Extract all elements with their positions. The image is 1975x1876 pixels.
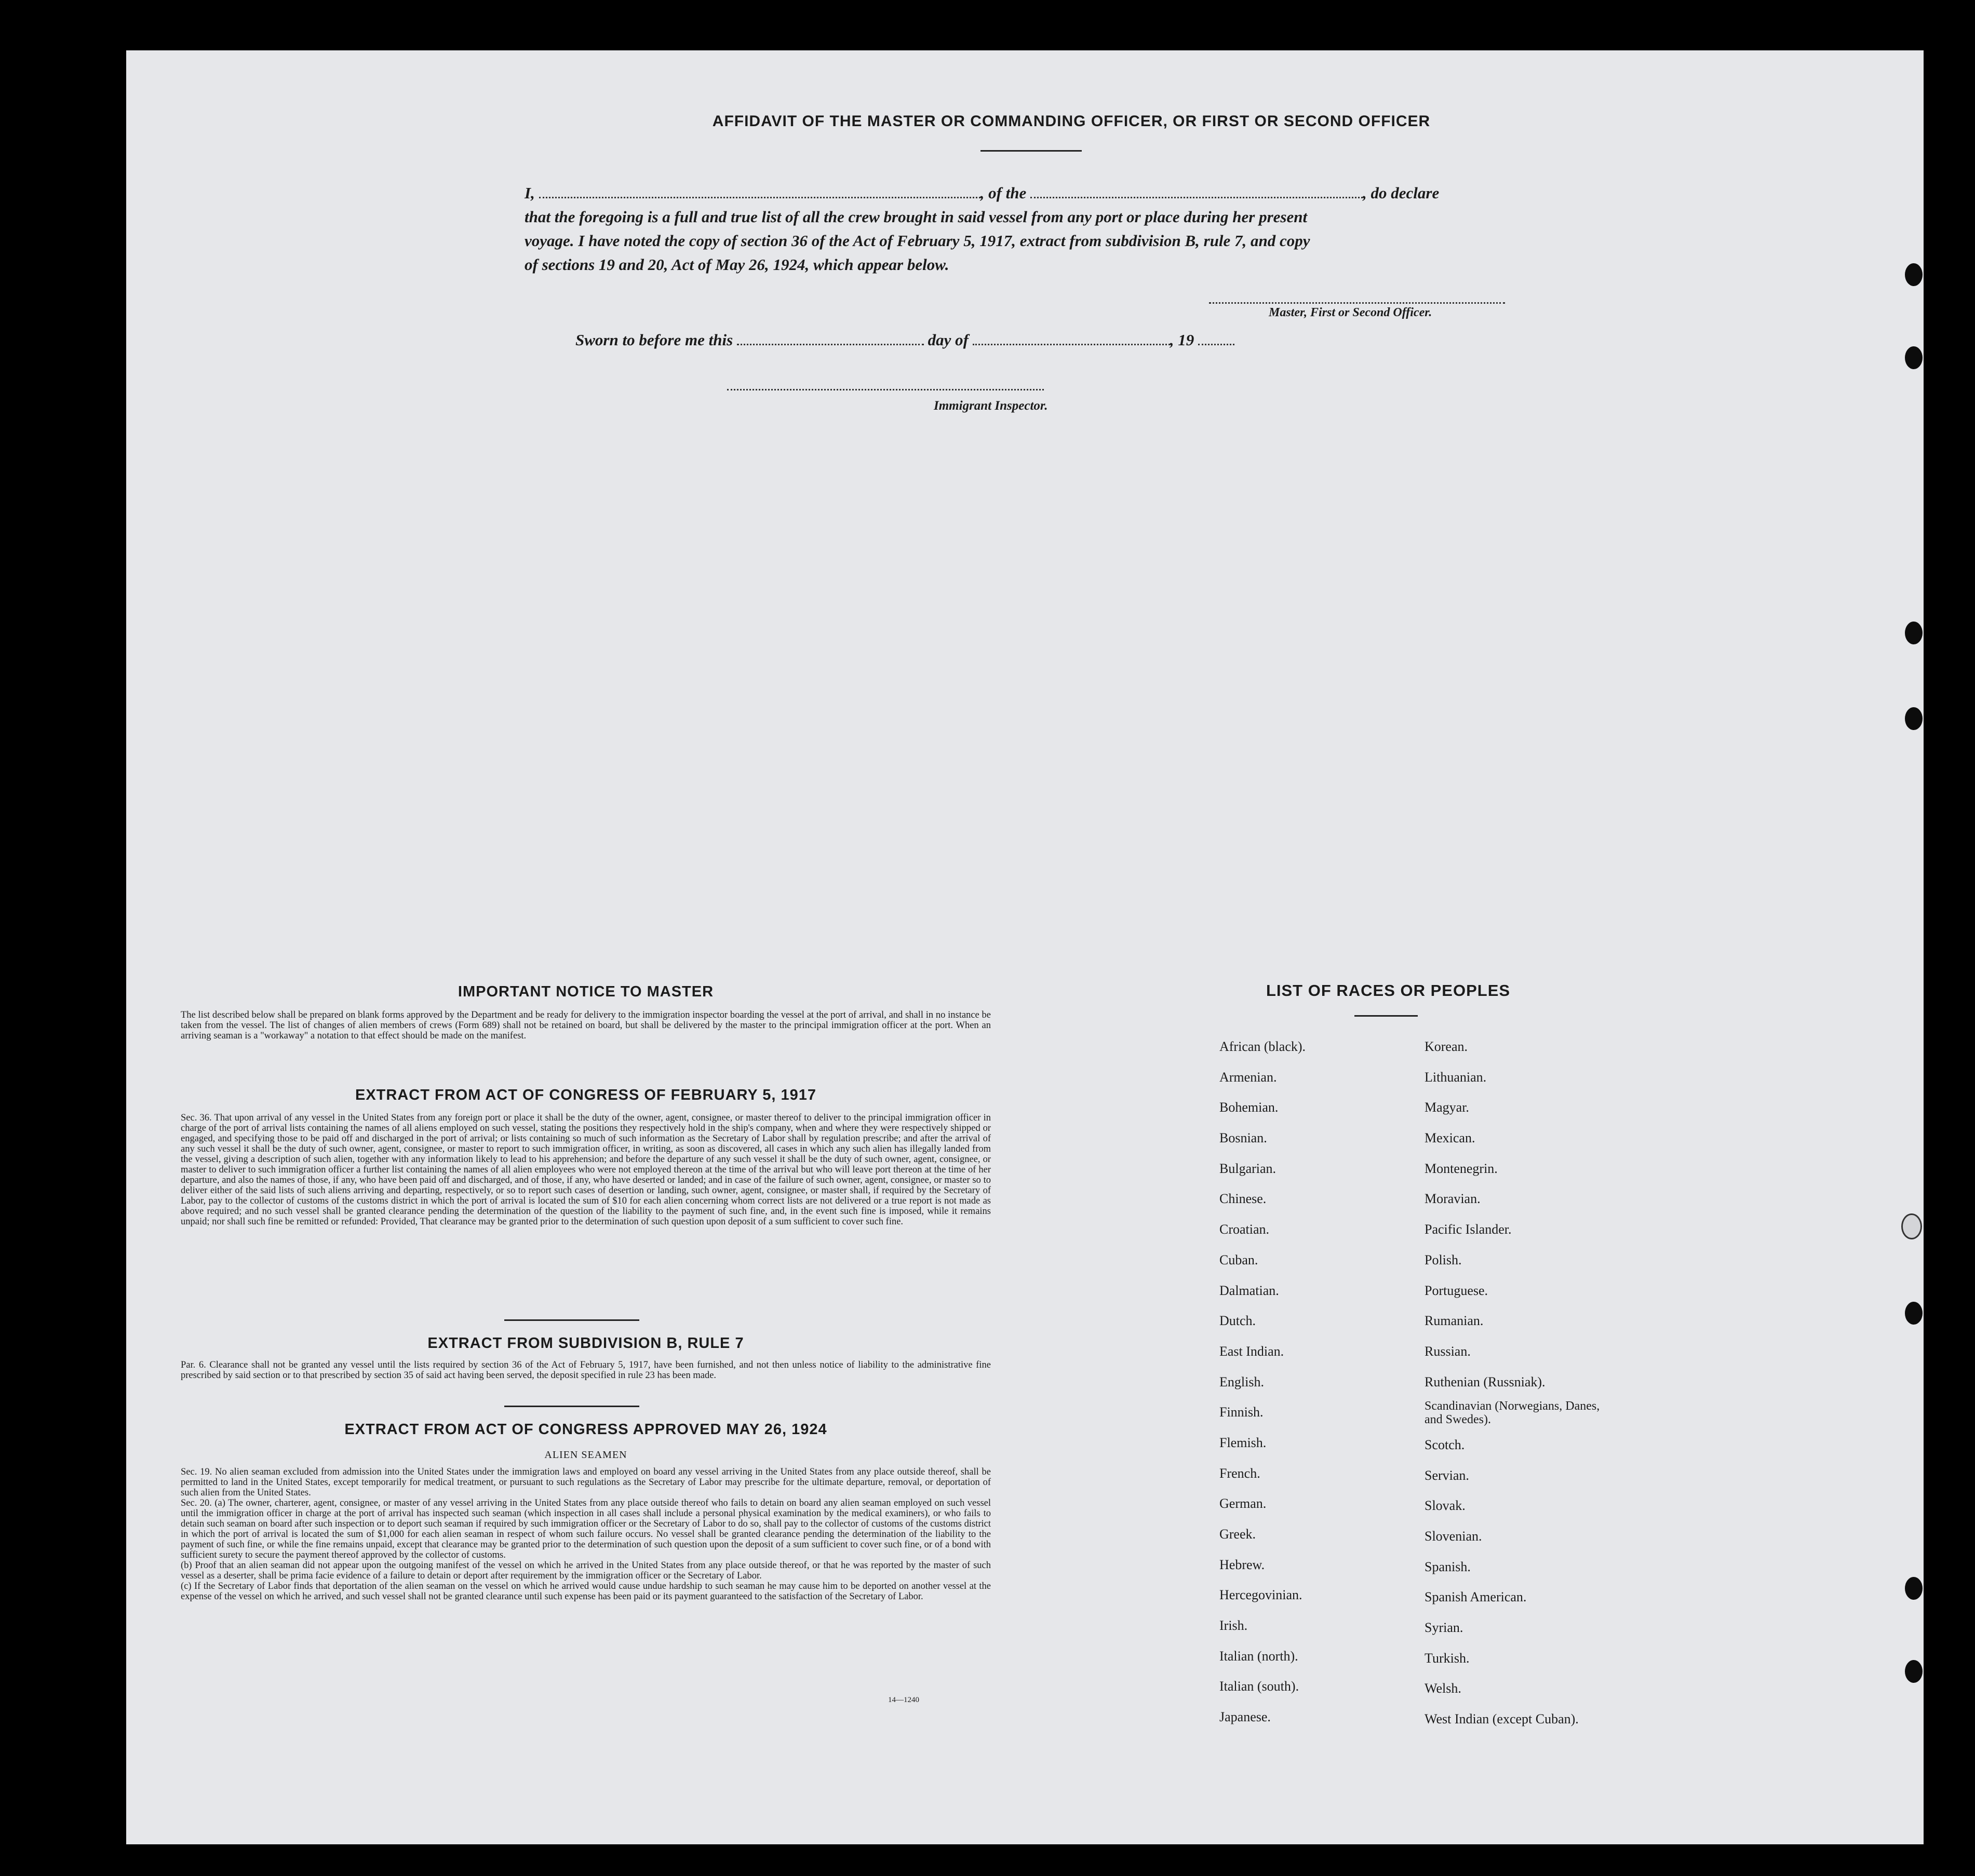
document-sheet [126, 50, 1924, 1844]
punch-hole [1905, 622, 1923, 644]
race-item: Croatian. [1219, 1222, 1270, 1237]
race-item: West Indian (except Cuban). [1425, 1711, 1579, 1727]
race-item: English. [1219, 1374, 1264, 1389]
race-item: German. [1219, 1496, 1267, 1511]
affidavit-line-4: of sections 19 and 20, Act of May 26, 1924, which appear below. [525, 255, 949, 274]
race-item: Syrian. [1425, 1620, 1463, 1636]
race-item: Rumanian. [1425, 1313, 1484, 1329]
race-item: Turkish. [1425, 1650, 1470, 1666]
race-item: Hebrew. [1219, 1557, 1265, 1572]
affidavit-body [525, 181, 1667, 277]
section-divider [504, 1319, 639, 1321]
year-label: , 19 [1170, 331, 1194, 349]
race-item: Welsh. [1425, 1681, 1461, 1696]
sworn-line [575, 328, 1458, 352]
race-item: Magyar. [1425, 1100, 1469, 1115]
section-divider [504, 1406, 639, 1407]
race-item: Moravian. [1425, 1191, 1481, 1207]
race-item: Bosnian. [1219, 1130, 1267, 1146]
affidavit-line-1 [525, 181, 1667, 205]
sworn-year-field[interactable] [1198, 332, 1234, 345]
punch-hole [1905, 346, 1923, 369]
race-item: Dalmatian. [1219, 1283, 1279, 1298]
master-signature-label: Master, First or Second Officer. [1269, 306, 1432, 319]
form-number: 14—1240 [888, 1696, 919, 1704]
race-item: Russian. [1425, 1343, 1471, 1359]
race-item: Dutch. [1219, 1313, 1256, 1329]
extract-1924-text [181, 1467, 991, 1602]
punch-hole [1901, 1213, 1922, 1239]
race-item: Slovak. [1425, 1498, 1466, 1514]
race-item: Flemish. [1219, 1435, 1267, 1450]
races-right-column [1425, 1032, 1658, 1735]
punch-hole [1905, 707, 1923, 730]
race-item: Montenegrin. [1425, 1160, 1498, 1176]
notice-text: The list described below shall be prepared on blank forms approved by the Department and be ready for delivery to the immigration inspector boarding the vessel at the port of arrival, and shall in no instance be taken from the vessel. The list of changes of alien members of crews (Form 689) shall not be retained on board, but shall be delivered by the master to the principal immigration officer at the port. When an arriving seaman is a "workaway" a notation to that effect should be made on the manifest. [181, 1010, 991, 1041]
inspector-label: Immigrant Inspector. [934, 399, 1048, 413]
sec-20a-text: Sec. 20. (a) The owner, charterer, agent, consignee, or master of any vessel arriving in the United States from any place outside thereof who fails to detain on board any alien seaman employed on such vessel until the immigration officer in charge at the port of arrival has inspected such seaman (which inspection in all cases shall include a personal physical examination by the medical examiners), or who fails to detain such seaman on board after such inspection or to deport such seaman if required by such immigration officer or the Secretary of Labor to do so, shall pay to the collector of customs of the customs district in which the port of arrival is located the sum of $1,000 for each alien seaman in respect of whom such failure occurs. No vessel shall be granted clearance pending the determination of the liability to the payment of such fine, or while the fine remains unpaid, except that clearance may be granted prior to the determination of such question upon the deposit of a sum sufficient to cover such fine, or of a bond with sufficient surety to secure the payment thereof approved by the collector of customs. [181, 1498, 991, 1560]
race-item: Armenian. [1219, 1069, 1277, 1085]
race-item: Servian. [1425, 1467, 1469, 1483]
day-of-label: day of [928, 331, 969, 349]
sec-19-text: Sec. 19. No alien seaman excluded from admission into the United States under the immigration laws and employed on board any vessel arriving in the United States from any place outside thereof, shall be permitted to land in the United States, except temporarily for medical treatment, or pursuant to such regulations as the Secretary of Labor may prescribe for the ultimate departure, removal, or deportation of such alien from the United States. [181, 1467, 991, 1498]
race-item: Cuban. [1219, 1252, 1258, 1267]
race-item: Pacific Islander. [1425, 1222, 1512, 1237]
punch-hole [1905, 1577, 1923, 1600]
title-divider [980, 150, 1082, 152]
races-divider [1354, 1015, 1418, 1017]
punch-hole [1905, 1660, 1923, 1683]
notice-title: IMPORTANT NOTICE TO MASTER [458, 983, 714, 1000]
race-item: Italian (north). [1219, 1648, 1298, 1664]
race-item: Portuguese. [1425, 1283, 1488, 1298]
race-item: Spanish. [1425, 1559, 1471, 1574]
vessel-field[interactable] [1030, 185, 1363, 198]
punch-hole [1905, 1302, 1923, 1325]
race-item: Finnish. [1219, 1405, 1264, 1420]
race-item: Chinese. [1219, 1191, 1267, 1207]
race-item: Scotch. [1425, 1437, 1465, 1452]
affidavit-title: AFFIDAVIT OF THE MASTER OR COMMANDING OFFICER, OR FIRST OR SECOND OFFICER [712, 113, 1431, 130]
sworn-label: Sworn to before me this [575, 331, 733, 349]
race-item: Spanish American. [1425, 1589, 1527, 1605]
race-item: Ruthenian (Russniak). [1425, 1374, 1546, 1389]
alien-seamen-subtitle: ALIEN SEAMEN [544, 1449, 627, 1461]
rule-7-title: EXTRACT FROM SUBDIVISION B, RULE 7 [427, 1335, 744, 1352]
race-item: Polish. [1425, 1252, 1462, 1267]
sec-20b-text: (b) Proof that an alien seaman did not appear upon the outgoing manifest of the vessel on which he arrived in the United States from any place outside thereof, or that he was reported by the master of such vessel as a deserter, shall be prima facie evidence of a failure to detain or deport after requirement by the immigration officer or the Secretary of Labor. [181, 1560, 991, 1581]
inspector-signature-line[interactable] [727, 389, 1044, 390]
race-item: East Indian. [1219, 1343, 1284, 1359]
race-item: French. [1219, 1465, 1260, 1481]
race-item: Korean. [1425, 1039, 1468, 1054]
of-the-label: , of the [980, 184, 1027, 202]
punch-hole [1905, 263, 1923, 286]
race-item: Greek. [1219, 1527, 1256, 1542]
declare-label: , do declare [1363, 184, 1440, 202]
i-label: I, [525, 184, 535, 202]
race-item: Italian (south). [1219, 1679, 1299, 1694]
name-field[interactable] [539, 185, 980, 198]
extract-1917-title: EXTRACT FROM ACT OF CONGRESS OF FEBRUARY 5, 1917 [355, 1087, 817, 1103]
affidavit-line-2: that the foregoing is a full and true list of all the crew brought in said vessel from any port or place during her present [525, 208, 1308, 226]
race-item: Lithuanian. [1425, 1069, 1487, 1085]
race-item: Japanese. [1219, 1709, 1271, 1725]
master-signature-line[interactable] [1209, 302, 1505, 304]
race-item: Irish. [1219, 1618, 1248, 1634]
rule-7-text: Par. 6. Clearance shall not be granted any vessel until the lists required by section 36 of the Act of February 5, 1917, have been furnished, and not then unless notice of liability to the administrative fine prescribed by said section or to that prescribed by section 35 of said act having been served, the deposit specified in rule 23 has been made. [181, 1360, 991, 1381]
race-item: Bulgarian. [1219, 1160, 1277, 1176]
race-item: Scandinavian (Norwegians, Danes, and Swedes). [1425, 1399, 1600, 1427]
sworn-month-field[interactable] [973, 332, 1170, 345]
extract-1924-title: EXTRACT FROM ACT OF CONGRESS APPROVED MAY 26, 1924 [344, 1421, 827, 1438]
race-item: Bohemian. [1219, 1100, 1279, 1115]
extract-1917-text: Sec. 36. That upon arrival of any vessel in the United States from any foreign port or place it shall be the duty of the owner, agent, consignee, or master thereof to deliver to the principal immigration officer in charge of the port of arrival lists containing the names of all aliens employed on such vessel, stating the positions they respectively hold in the ship's company, when and where they were respectively shipped or engaged, and specifying those to be paid off and discharged in the port of arrival; or lists containing so much of such information as the Secretary of Labor shall by regulation prescribe; and after the arrival of any such vessel it shall be the duty of such owner, agent, consignee, or master to report to such immigration officer, in writing, as soon as discovered, all cases in which any such alien has illegally landed from the vessel, giving a description of such alien, together with any information likely to lead to his apprehension; and before the departure of any such vessel it shall be the duty of such owner, agent, consignee, or master to deliver to such immigration officer a further list containing the names of all alien employees who were not employed thereon at the time of the arrival but who will leave port thereon at the time of her departure, and also the names of those, if any, who have been paid off and discharged, and of those, if any, who have deserted or landed; and in case of the failure of such owner, agent, consignee, or master so to deliver either of the said lists of such aliens arriving and departing, respectively, or so to report such cases of desertion or landing, such owner, agent, consignee, or master shall, if required by the Secretary of Labor, pay to the collector of customs of the customs district in which the port of arrival is located the sum of $10 for each alien concerning whom correct lists are not delivered or a true report is not made as above required; and no such vessel shall be granted clearance pending the determination of the question of the liability to the payment of such fine, and, in the event such fine is imposed, while it remains unpaid; nor shall such fine be remitted or refunded: Provided, That clearance may be granted prior to the determination of such question upon deposit of a sum sufficient to cover such fine. [181, 1113, 991, 1227]
race-item: Slovenian. [1425, 1529, 1482, 1544]
sworn-day-field[interactable] [737, 332, 924, 345]
race-item: Mexican. [1425, 1130, 1475, 1146]
races-left-column [1219, 1032, 1422, 1733]
races-title: LIST OF RACES OR PEOPLES [1266, 981, 1511, 1000]
affidavit-line-3: voyage. I have noted the copy of section 36 of the Act of February 5, 1917, extract from subdivision B, rule 7, and copy [525, 232, 1310, 250]
sec-20c-text: (c) If the Secretary of Labor finds that deportation of the alien seaman on the vessel on which he arrived would cause undue hardship to such seaman he may cause him to be deported on another vessel at the expense of the vessel on which he arrived, and such vessel shall not be granted clearance until such expense has been paid or its payment guaranteed to the satisfaction of the Secretary of Labor. [181, 1581, 991, 1602]
race-item: Hercegovinian. [1219, 1587, 1302, 1603]
race-item: African (black). [1219, 1039, 1306, 1054]
